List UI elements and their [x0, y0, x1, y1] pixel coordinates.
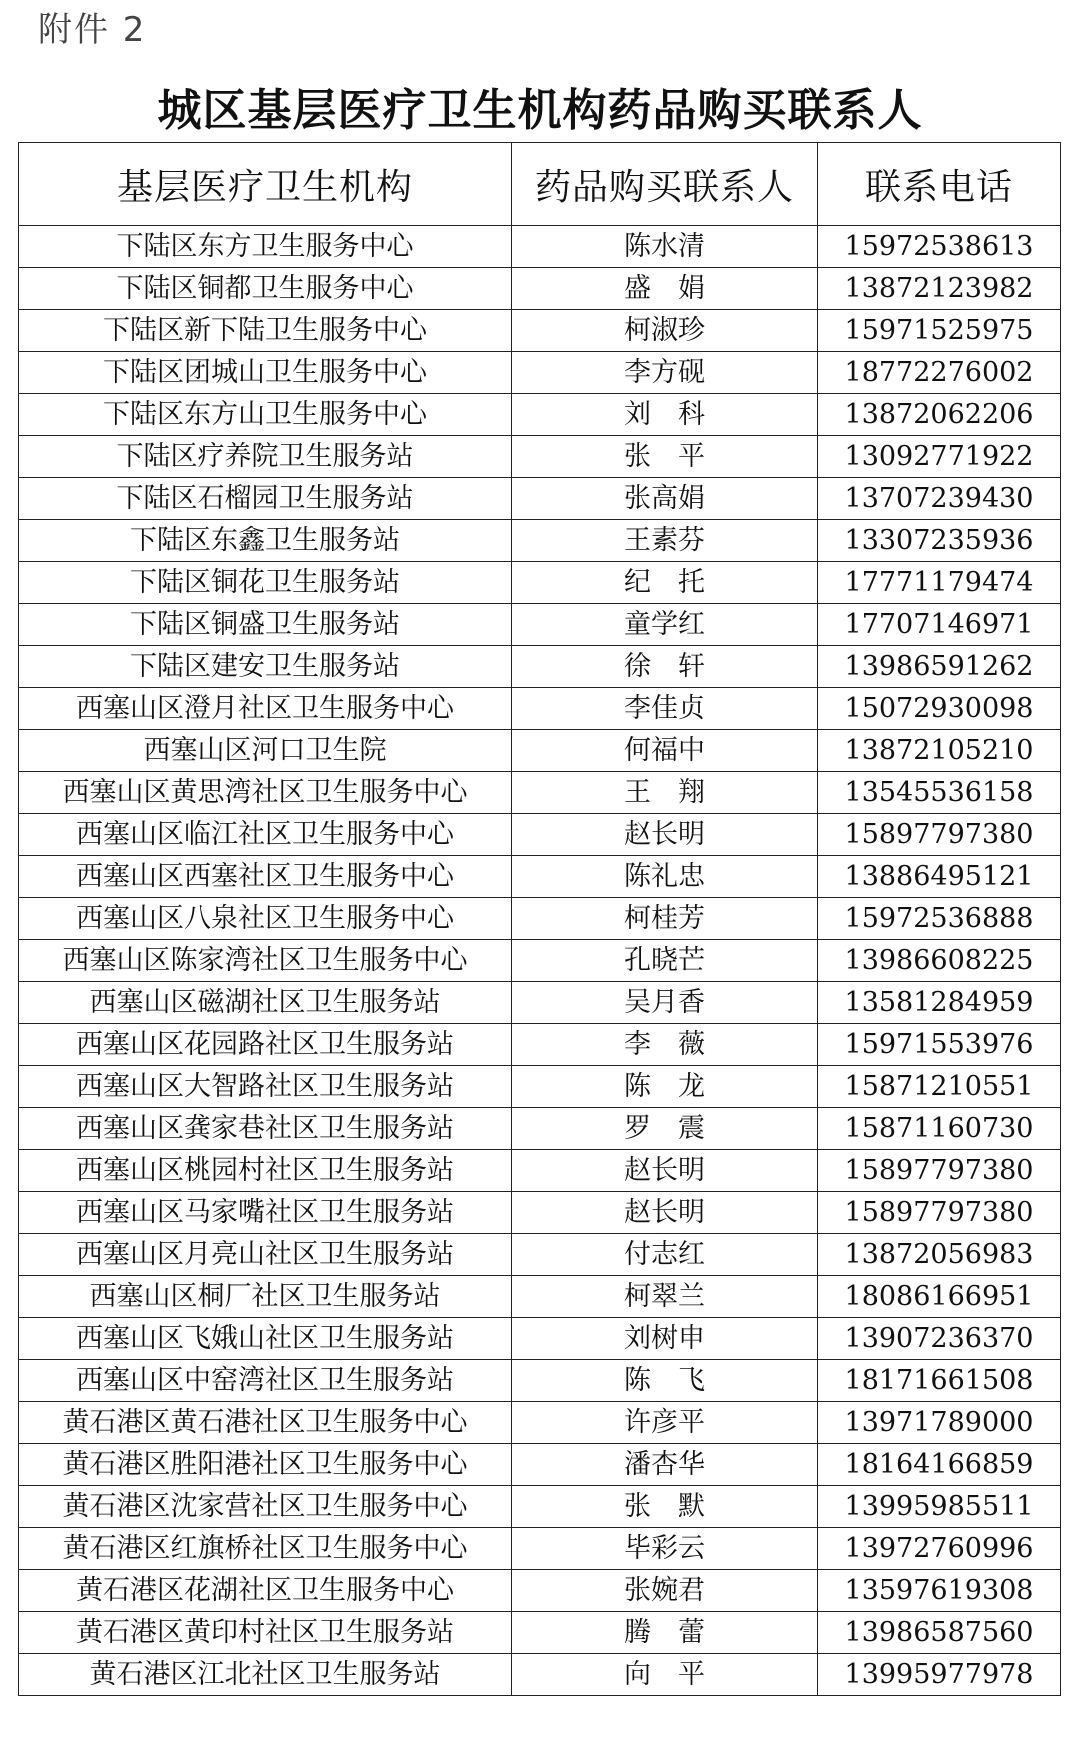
table-row	[19, 814, 1061, 856]
institution-cell: 西塞山区大智路社区卫生服务站	[19, 1066, 512, 1108]
institution-cell: 下陆区建安卫生服务站	[19, 646, 512, 688]
institution-cell: 下陆区新下陆卫生服务中心	[19, 310, 512, 352]
contact-cell: 陈 龙	[512, 1066, 818, 1108]
table-row	[19, 688, 1061, 730]
contact-cell: 纪 托	[512, 562, 818, 604]
contact-cell: 向 平	[512, 1654, 818, 1696]
phone-cell: 15972538613	[818, 226, 1061, 268]
institution-cell: 西塞山区澄月社区卫生服务中心	[19, 688, 512, 730]
phone-cell: 15971553976	[818, 1024, 1061, 1066]
phone-cell: 13581284959	[818, 982, 1061, 1024]
table-row	[19, 1192, 1061, 1234]
table-row	[19, 1402, 1061, 1444]
institution-cell: 下陆区铜盛卫生服务站	[19, 604, 512, 646]
contact-cell: 陈水清	[512, 226, 818, 268]
institution-cell: 西塞山区中窑湾社区卫生服务站	[19, 1360, 512, 1402]
phone-cell: 18772276002	[818, 352, 1061, 394]
contact-cell: 吴月香	[512, 982, 818, 1024]
institution-cell: 西塞山区桃园村社区卫生服务站	[19, 1150, 512, 1192]
phone-cell: 13995977978	[818, 1654, 1061, 1696]
table-row	[19, 1444, 1061, 1486]
table-row	[19, 940, 1061, 982]
institution-cell: 西塞山区飞娥山社区卫生服务站	[19, 1318, 512, 1360]
institution-cell: 下陆区东方卫生服务中心	[19, 226, 512, 268]
table-row	[19, 898, 1061, 940]
institution-cell: 黄石港区胜阳港社区卫生服务中心	[19, 1444, 512, 1486]
contact-cell: 刘树申	[512, 1318, 818, 1360]
phone-cell: 13597619308	[818, 1570, 1061, 1612]
table-row	[19, 1150, 1061, 1192]
phone-cell: 17771179474	[818, 562, 1061, 604]
contacts-table	[18, 142, 1061, 1696]
institution-cell: 黄石港区黄印村社区卫生服务站	[19, 1612, 512, 1654]
phone-cell: 15897797380	[818, 1150, 1061, 1192]
table-row	[19, 856, 1061, 898]
table-header-row	[19, 143, 1061, 226]
table-row	[19, 730, 1061, 772]
table-row	[19, 1486, 1061, 1528]
institution-cell: 西塞山区月亮山社区卫生服务站	[19, 1234, 512, 1276]
contact-cell: 赵长明	[512, 1192, 818, 1234]
contact-cell: 柯淑珍	[512, 310, 818, 352]
phone-cell: 18086166951	[818, 1276, 1061, 1318]
institution-cell: 西塞山区黄思湾社区卫生服务中心	[19, 772, 512, 814]
table-row	[19, 1528, 1061, 1570]
institution-cell: 黄石港区黄石港社区卫生服务中心	[19, 1402, 512, 1444]
contact-cell: 李方砚	[512, 352, 818, 394]
institution-cell: 西塞山区西塞社区卫生服务中心	[19, 856, 512, 898]
institution-cell: 下陆区疗养院卫生服务站	[19, 436, 512, 478]
contact-cell: 赵长明	[512, 1150, 818, 1192]
phone-cell: 15897797380	[818, 1192, 1061, 1234]
attachment-label: 附件 2	[38, 10, 147, 50]
institution-cell: 西塞山区陈家湾社区卫生服务中心	[19, 940, 512, 982]
institution-cell: 下陆区石榴园卫生服务站	[19, 478, 512, 520]
table-body	[19, 226, 1061, 1696]
table-row	[19, 436, 1061, 478]
phone-cell: 15897797380	[818, 814, 1061, 856]
table-row	[19, 1612, 1061, 1654]
phone-cell: 15072930098	[818, 688, 1061, 730]
contact-cell: 盛 娟	[512, 268, 818, 310]
institution-cell: 下陆区铜都卫生服务中心	[19, 268, 512, 310]
contact-cell: 张高娟	[512, 478, 818, 520]
institution-cell: 黄石港区花湖社区卫生服务中心	[19, 1570, 512, 1612]
contact-cell: 赵长明	[512, 814, 818, 856]
table-row	[19, 1066, 1061, 1108]
contact-cell: 王 翔	[512, 772, 818, 814]
phone-cell: 15972536888	[818, 898, 1061, 940]
contact-cell: 柯桂芳	[512, 898, 818, 940]
phone-cell: 13545536158	[818, 772, 1061, 814]
phone-cell: 13886495121	[818, 856, 1061, 898]
phone-cell: 13971789000	[818, 1402, 1061, 1444]
contact-cell: 腾 蕾	[512, 1612, 818, 1654]
phone-cell: 15871210551	[818, 1066, 1061, 1108]
header-contact: 药品购买联系人	[512, 143, 818, 226]
phone-cell: 13707239430	[818, 478, 1061, 520]
table-row	[19, 352, 1061, 394]
institution-cell: 下陆区铜花卫生服务站	[19, 562, 512, 604]
institution-cell: 黄石港区江北社区卫生服务站	[19, 1654, 512, 1696]
institution-cell: 下陆区东方山卫生服务中心	[19, 394, 512, 436]
institution-cell: 西塞山区桐厂社区卫生服务站	[19, 1276, 512, 1318]
table-row	[19, 520, 1061, 562]
contact-cell: 王素芬	[512, 520, 818, 562]
table-row	[19, 982, 1061, 1024]
institution-cell: 西塞山区临江社区卫生服务中心	[19, 814, 512, 856]
phone-cell: 13995985511	[818, 1486, 1061, 1528]
institution-cell: 下陆区东鑫卫生服务站	[19, 520, 512, 562]
contact-cell: 徐 轩	[512, 646, 818, 688]
phone-cell: 13872056983	[818, 1234, 1061, 1276]
table-row	[19, 1570, 1061, 1612]
table-row	[19, 1360, 1061, 1402]
header-institution: 基层医疗卫生机构	[19, 143, 512, 226]
table-row	[19, 772, 1061, 814]
institution-cell: 黄石港区沈家营社区卫生服务中心	[19, 1486, 512, 1528]
contact-cell: 付志红	[512, 1234, 818, 1276]
phone-cell: 13986608225	[818, 940, 1061, 982]
contact-cell: 李佳贞	[512, 688, 818, 730]
table-row	[19, 478, 1061, 520]
phone-cell: 15971525975	[818, 310, 1061, 352]
phone-cell: 15871160730	[818, 1108, 1061, 1150]
document-title: 城区基层医疗卫生机构药品购买联系人	[157, 85, 923, 136]
contact-cell: 刘 科	[512, 394, 818, 436]
contact-cell: 张 平	[512, 436, 818, 478]
contact-cell: 潘杏华	[512, 1444, 818, 1486]
table-row	[19, 1318, 1061, 1360]
contact-cell: 陈礼忠	[512, 856, 818, 898]
contact-cell: 毕彩云	[512, 1528, 818, 1570]
phone-cell: 13872123982	[818, 268, 1061, 310]
phone-cell: 13092771922	[818, 436, 1061, 478]
phone-cell: 18171661508	[818, 1360, 1061, 1402]
institution-cell: 西塞山区花园路社区卫生服务站	[19, 1024, 512, 1066]
institution-cell: 西塞山区磁湖社区卫生服务站	[19, 982, 512, 1024]
phone-cell: 13307235936	[818, 520, 1061, 562]
phone-cell: 13907236370	[818, 1318, 1061, 1360]
contact-cell: 童学红	[512, 604, 818, 646]
table-row	[19, 310, 1061, 352]
contact-cell: 张婉君	[512, 1570, 818, 1612]
table-row	[19, 1654, 1061, 1696]
contact-cell: 许彦平	[512, 1402, 818, 1444]
phone-cell: 13986591262	[818, 646, 1061, 688]
phone-cell: 13972760996	[818, 1528, 1061, 1570]
table-row	[19, 1108, 1061, 1150]
table-row	[19, 394, 1061, 436]
header-phone: 联系电话	[818, 143, 1061, 226]
table-row	[19, 1234, 1061, 1276]
table-row	[19, 226, 1061, 268]
institution-cell: 黄石港区红旗桥社区卫生服务中心	[19, 1528, 512, 1570]
table-row	[19, 1276, 1061, 1318]
table-row	[19, 1024, 1061, 1066]
institution-cell: 下陆区团城山卫生服务中心	[19, 352, 512, 394]
contact-cell: 陈 飞	[512, 1360, 818, 1402]
phone-cell: 17707146971	[818, 604, 1061, 646]
contact-cell: 张 默	[512, 1486, 818, 1528]
phone-cell: 13872062206	[818, 394, 1061, 436]
institution-cell: 西塞山区河口卫生院	[19, 730, 512, 772]
institution-cell: 西塞山区马家嘴社区卫生服务站	[19, 1192, 512, 1234]
phone-cell: 13872105210	[818, 730, 1061, 772]
contact-cell: 罗 震	[512, 1108, 818, 1150]
table-row	[19, 646, 1061, 688]
contact-cell: 柯翠兰	[512, 1276, 818, 1318]
table-row	[19, 604, 1061, 646]
contact-cell: 孔晓芒	[512, 940, 818, 982]
institution-cell: 西塞山区龚家巷社区卫生服务站	[19, 1108, 512, 1150]
phone-cell: 18164166859	[818, 1444, 1061, 1486]
table-row	[19, 562, 1061, 604]
contact-cell: 李 薇	[512, 1024, 818, 1066]
institution-cell: 西塞山区八泉社区卫生服务中心	[19, 898, 512, 940]
phone-cell: 13986587560	[818, 1612, 1061, 1654]
contact-cell: 何福中	[512, 730, 818, 772]
table-row	[19, 268, 1061, 310]
